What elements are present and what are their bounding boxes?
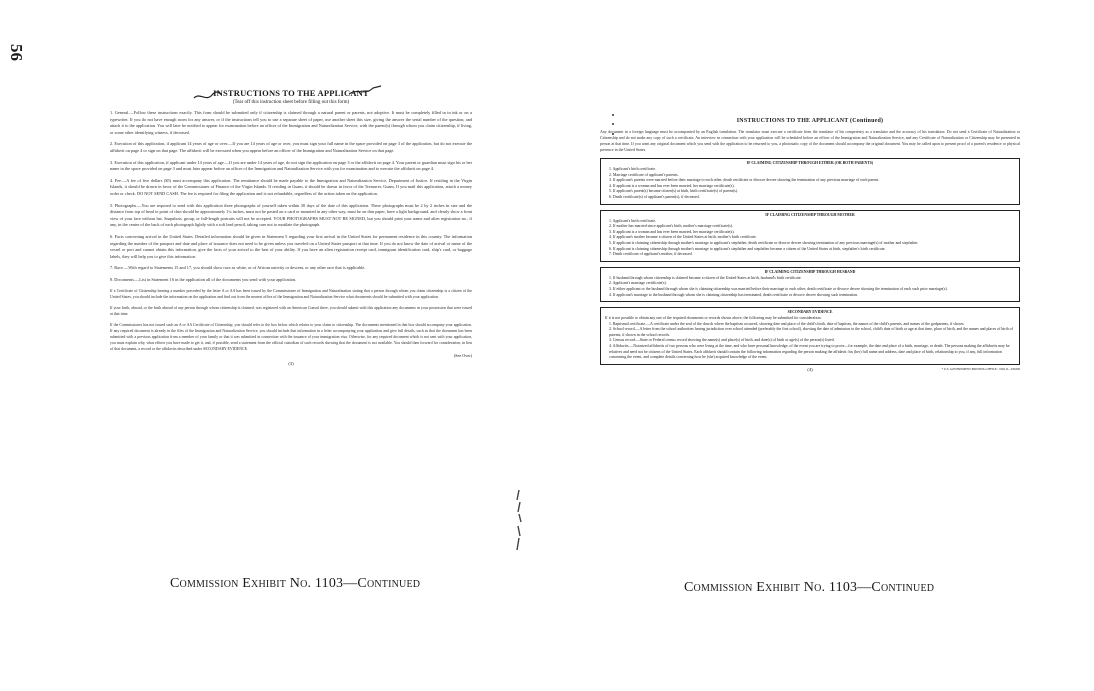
box-list-item: 1. Baptismal certificate.—A certificate under the seal of the church where the baptism occurred, showing date and place of the child's birth, date of baptism, the names of the child's parents, and names of the godparents, if shown. [609,321,965,326]
secondary-evidence-intro: If it is not possible to obtain any one of the required documents or records shown above, the following may be submitted for consideration: [605,316,822,321]
box-list-item: 3. Census record.—State or Federal census record showing the name(s) and place(s) of birth, and date(s) of birth or age(s) of the person(s) listed. [609,338,835,343]
see-over-note: (See Over) [453,353,472,359]
instruction-paragraph: 7. Race.—With regard to Statements 15 and 17, you should show race as white, or of African nativity or descent, or any other race that is applicable. [110,265,366,271]
box-title: IF CLAIMING CITIZENSHIP THROUGH HUSBAND [764,269,856,274]
left-page-mark: (3) [288,361,294,367]
printer-mark: * U.S. GOVERNMENT PRINTING OFFICE : 1962 O—636309 [941,366,1020,371]
left-page-title: INSTRUCTIONS TO THE APPLICANT [213,88,369,98]
left-page-subtitle: (Tear off this instruction sheet before filling out this form) [232,100,350,105]
right-document-page [600,118,1020,563]
instruction-paragraph: If a Certificate of Citizenship bearing a number preceded by the letter A or AA has been issued by the Commissioner of Immigration and Naturalization stating that a person through whom you claim citizenship is a citizen of the United States, you should include the information on the application and find out from the nearest office of the Immigration and Naturalization Service what documents should be submitted with your application. [110,289,472,300]
instruction-paragraph: 6. Facts concerning arrival in the United States. Detailed information should be given in Statement 5 regarding your first arrival in the United States for permanent residence in this country. The information regarding the number of the passport and date and place of issuance does not need to be given unless you traveled on a United States passport at that time. If you do not know the date of arrival or name of the vessel or port and cannot obtain this information, give the facts of your arrival to the best of your ability. If you have an alien registration receipt card, immigrant identification card, ship's card, or baggage labels, they will help you to give this information. [110,233,472,259]
box-list-item: 1. Applicant's birth certificate. [609,167,657,171]
right-intro-paragraph: Any document in a foreign language must be accompanied by an English translation. The translator must execute a certificate from the translator of his competency as a translator and the accuracy of his translation. Do not send a Certificate of Naturalization or Citizenship and do not make any copy of such a certificate. An interview in connection with your application will be scheduled before an officer of the Immigration and Naturalization Service, and any Certificate of Naturalization or Citizenship may be presented in person at that time. If you want any original document which you send with the application to be returned to you, a photostatic copy of the document should accompany the original document. You may be called upon to present proof of a parent's residence or physical presence in the United States. [600,130,1020,152]
instruction-paragraph: 5. Photographs.—You are required to send with this application three photographs of yourself taken within 30 days of the date of this application. These photographs must be 2 by 2 inches in size and the distance from top of head to point of chin should be approximately 1¼ inches, must not be pasted on a card or mounted in any other way, must be on thin paper, have a light background, and clearly show a front view of your face without hat. Snapshots, group, or full-length portraits will not be accepted. YOUR PHOTOGRAPHS MUST NOT BE SIGNED, but you should print your name and alien registration no., if any, in the center of the back of each photograph lightly with a soft lead pencil, taking care not to mutilate the photograph. [110,202,472,228]
box-list-item: 6. Death certificate(s) of applicant's parent(s), if deceased. [609,194,700,199]
box-list-item: 2. School record.—A letter from the school authorities having jurisdiction over school attended (preferably the first school), showing the date of admission to the school, child's date of birth or age at that time, place of birth, and the names and places of birth of parents, if shown in the school records. [609,327,1013,337]
box-list-item: 3. If applicant's parents were married before their marriage to each other, death certificate or divorce decree showing the termination of any previous marriage of each parent. [609,178,880,183]
instruction-paragraph: 2. Execution of this application, if applicant 14 years of age or over.—If you are 14 years of age or over, you must sign your full name in the space provided on page 3 of the application, but do not execute the affidavit on page 4 or sign on that page. The affidavit will be executed when you appear before an officer of the Immigration and Naturalization Service on that page. [110,141,472,153]
instruction-paragraph: If your birth, abroad, or the birth abroad of any person through whom citizenship is claimed, was registered with an American Consul there, you should submit with this application any documents in your possession that were issued at that time. [110,306,472,317]
box-list-item: 4. Affidavits.—Notarized affidavits of two persons who were living at the time, and who have personal knowledge, of the event you are trying to prove—for example, the date and place of a birth, marriage, or death. The persons making the affidavits may be relatives and need not be citizens of the United States. Each affidavit should contain the following information regarding the person making the affidavit: his (her) full name and address, date and place of birth, relationship to you, if any, full information concerning the event, and complete details concerning how he (she) acquired knowledge of the event. [609,344,1010,360]
exhibit-caption-right: Commission Exhibit No. 1103—Continued [684,580,935,595]
instruction-paragraph: 8. Documents.—List in Statement 16 in the application all of the documents you send with your application. [110,276,297,282]
ink-swirl-right [347,84,383,98]
box-list-item: 1. Applicant's birth certificate. [609,218,657,223]
box-list-item: 4. If applicant's marriage to the husband through whom she is claiming citizenship has terminated, death certificate or divorce decree showing such termination. [609,292,859,297]
handwritten-margin-mark [512,488,526,554]
box-list-item: 7. Death certificate of applicant's mother, if deceased. [609,252,693,257]
box-list-item: 4. If applicant is a woman and has ever been married, her marriage certificate(s). [609,183,735,188]
box-title: SECONDARY EVIDENCE [787,310,833,315]
box-list-item: 2. Applicant's marriage certificate(s). [609,281,667,286]
instruction-paragraph: If the Commissioner has not issued such an A or AA Certificate of Citizenship, you should refer to the box below which relates to your claim to citizenship. The documents mentioned in that box should accompany your application. If any required document is already in the files of the Immigration and Naturalization Service, you should include that information in a letter accompanying your application and give full details, such as that the document has been submitted with a previous application from a member of your family or that it was submitted in connection with the issuance of your immigration visa. Otherwise, for any required document which is not sent with your application, you must explain why, what efforts you have made to get it, and, if possible, send a statement from the official custodian of such records showing that the document is not available. You should then forward for consideration, in lieu of that document, a record or the affidavits described under SECONDARY EVIDENCE. [110,323,472,352]
box-list-item: 1. If husband through whom citizenship is claimed became a citizen of the United States at birth, husband's birth certificate. [609,275,802,280]
box-list-item: 5. If applicant's parent(s) became citizen(s) at birth, birth certificate(s) of parent(s). [609,189,739,194]
box-list-item: 4. If applicant's mother became a citizen of the United States at birth, mother's birth certificate. [609,235,757,240]
box-list-item: 3. If applicant is a woman and has ever been married, her marriage certificate(s). [609,229,735,234]
instruction-paragraph: 3. Execution of this application, if applicant under 14 years of age.—If you are under 14 years of age, do not sign the application on page 3 or the affidavit on page 4. Your parent or guardian must sign his or her name in the space provided on page 3 and must later appear before an officer of the Immigration and Naturalization Service with you for examination and to execute the affidavit on page 4. [110,159,472,172]
box-list-item: 2. If mother has married since applicant's birth, mother's marriage certificate(s). [609,224,734,229]
husband-evidence-box [600,267,1020,302]
right-page-title: INSTRUCTIONS TO THE APPLICANT (Continued) [736,118,884,124]
mother-evidence-box [600,210,1020,262]
right-page-mark: (4) [807,366,813,372]
box-list-item: 3. If either applicant or the husband through whom she is claiming citizenship was married before their marriage to each other, death certificate or divorce decree showing the termination of each such prior marriage(s). [609,286,948,291]
left-document-page [110,88,472,558]
instruction-paragraph: 4. Fee.—A fee of five dollars ($5) must accompany this application. The remittance should be made payable to the Immigration and Naturalization Service, Department of Justice. If residing in the Virgin Islands, it should be drawn in favor of the Commissioner of Finance of the Virgin Islands. If residing in Guam, it should be drawn in favor of the Treasurer, Guam. If you mail this application, attach a money order or check. DO NOT SEND CASH. The fee is required for filing the application and is not refundable, regardless of the action taken on the application. [110,177,472,196]
instruction-paragraph: 1. General.—Follow these instructions exactly. This form should be submitted only if citizenship is claimed through a natural parent or parents, not adoptive. It must be completely filled in in ink or on a typewriter. If you do not have enough room for any answer, or if the instructions tell you to use a separate sheet of paper, use another sheet this size, giving the answer the serial number of the question, and attach it to the application. You will later be notified to appear for examination before an officer of the Immigration and Naturalization Service, with the parent(s) through whom you claim citizenship, if living, or some other identifying witness, if deceased. [110,110,472,135]
box-list-item: 6. If applicant is claiming citizenship through mother's marriage to applicant's stepfather and stepfather became a citizen of the United States at birth, stepfather's birth certificate. [609,246,886,251]
ink-swirl-left [192,90,222,102]
box-title: IF CLAIMING CITIZENSHIP THROUGH EITHER (OR BOTH PARENTS) [746,161,874,165]
exhibit-caption-left: Commission Exhibit No. 1103—Continued [170,576,421,591]
box-title: IF CLAIMING CITIZENSHIP THROUGH MOTHER [765,212,855,217]
page-number: 56 [7,44,26,61]
parents-evidence-box [600,158,1020,205]
secondary-evidence-box [600,307,1020,365]
box-list-item: 2. Marriage certificate of applicant's parents. [609,172,679,177]
box-list-item: 5. If applicant is claiming citizenship through mother's marriage to applicant's stepfather, death certificate or divorce decree showing termination of any previous marriage(s) of mother and stepfather. [609,240,919,245]
